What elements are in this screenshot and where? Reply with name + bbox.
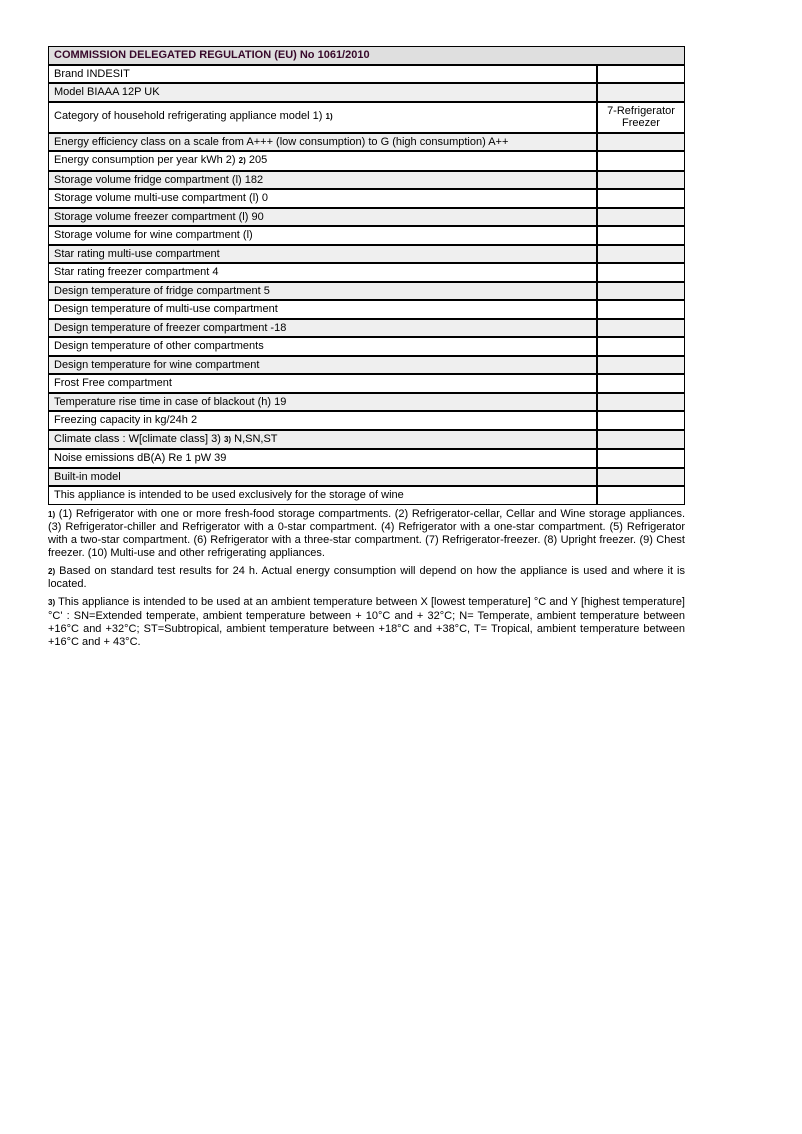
table-row [48, 282, 685, 301]
table-row [48, 300, 685, 319]
row-right-value [597, 356, 685, 375]
table-row [48, 356, 685, 375]
table-row [48, 449, 685, 468]
row-label: Design temperature for wine compartment [48, 356, 597, 375]
table-row [48, 393, 685, 412]
product-fiche-table [48, 46, 685, 505]
row-label: Built-in model [48, 468, 597, 487]
row-right-value: 7-Refrigerator Freezer [597, 102, 685, 133]
row-right-value [597, 151, 685, 171]
table-row [48, 430, 685, 450]
footnote: 1) (1) Refrigerator with one or more fresh-food storage compartments. (2) Refrigerator-cellar, Cellar and Wine storage appliances. (3) Refrigerator-chiller and Refrigerator with a 0-star compartment. (4) Refrigerator with a one-star compartment. (5) Refrigerator with a two-star compartment. (6) Refrigerator with a three-star compartment. (7) Refrigerator-freezer. (8) Upright freezer. (9) Chest freezer. (10) Multi-use and other refrigerating appliances. [48, 507, 685, 559]
row-label: Model BIAAA 12P UK [48, 83, 597, 102]
row-label: Noise emissions dB(A) Re 1 pW 39 [48, 449, 597, 468]
row-label: Energy consumption per year kWh 2) 2) 205 [48, 151, 597, 171]
row-right-value [597, 189, 685, 208]
footnote-reference: 3) [223, 434, 232, 444]
row-right-value [597, 300, 685, 319]
row-label: Storage volume freezer compartment (l) 90 [48, 208, 597, 227]
table-header-row [48, 46, 685, 65]
row-right-value [597, 374, 685, 393]
table-row [48, 486, 685, 505]
row-label: Freezing capacity in kg/24h 2 [48, 411, 597, 430]
row-label: This appliance is intended to be used exclusively for the storage of wine [48, 486, 597, 505]
row-right-value [597, 449, 685, 468]
row-label: Design temperature of fridge compartment 5 [48, 282, 597, 301]
row-right-value [597, 319, 685, 338]
row-right-value [597, 430, 685, 450]
footnote-marker: 3) [48, 598, 56, 608]
table-row [48, 319, 685, 338]
footnote: 2) Based on standard test results for 24 h. Actual energy consumption will depend on how the appliance is used and where it is located. [48, 564, 685, 591]
row-right-value [597, 393, 685, 412]
table-row [48, 208, 685, 227]
footnote-marker: 2) [48, 566, 56, 576]
row-label: Climate class : W[climate class] 3) 3) N,SN,ST [48, 430, 597, 450]
table-row [48, 337, 685, 356]
document-title: COMMISSION DELEGATED REGULATION (EU) No 1061/2010 [48, 46, 685, 65]
row-label: Energy efficiency class on a scale from A+++ (low consumption) to G (high consumption) A++ [48, 133, 597, 152]
row-label: Category of household refrigerating appliance model 1) 1) [48, 102, 597, 133]
row-label: Design temperature of other compartments [48, 337, 597, 356]
row-label: Star rating multi-use compartment [48, 245, 597, 264]
row-right-value [597, 133, 685, 152]
row-right-value [597, 468, 685, 487]
row-label: Temperature rise time in case of blackout (h) 19 [48, 393, 597, 412]
table-row [48, 468, 685, 487]
row-label: Frost Free compartment [48, 374, 597, 393]
table-row [48, 263, 685, 282]
table-row [48, 102, 685, 133]
footnote-marker: 1) [48, 509, 56, 519]
row-label: Storage volume multi-use compartment (l) 0 [48, 189, 597, 208]
table-row [48, 374, 685, 393]
row-right-value [597, 208, 685, 227]
product-fiche-document [48, 46, 685, 653]
footnote-reference: 1) [325, 112, 333, 122]
row-label: Design temperature of multi-use compartment [48, 300, 597, 319]
footnotes-section [48, 508, 685, 649]
footnote-reference: 2) [238, 156, 246, 165]
table-row [48, 65, 685, 84]
footnote: 3) This appliance is intended to be used at an ambient temperature between X [lowest temperature] °C and Y [highest temperature] °C' : SN=Extended temperate, ambient temperature between + 10°C and + 32°C; N= Temperate, ambient temperature between +16°C and +32°C; ST=Subtropical, ambient temperature between +18°C and +38°C, T= Tropical, ambient temperature between +16°C and + 43°C. [48, 596, 685, 648]
row-right-value [597, 83, 685, 102]
table-row [48, 245, 685, 264]
row-right-value [597, 171, 685, 190]
row-right-value [597, 282, 685, 301]
row-right-value [597, 337, 685, 356]
row-label: Star rating freezer compartment 4 [48, 263, 597, 282]
row-label: Storage volume fridge compartment (l) 182 [48, 171, 597, 190]
row-right-value [597, 245, 685, 264]
table-row [48, 151, 685, 171]
table-row [48, 171, 685, 190]
row-right-value [597, 486, 685, 505]
table-row [48, 226, 685, 245]
row-right-value [597, 226, 685, 245]
row-label: Storage volume for wine compartment (l) [48, 226, 597, 245]
table-row [48, 411, 685, 430]
row-right-value [597, 65, 685, 84]
row-label: Brand INDESIT [48, 65, 597, 84]
table-row [48, 189, 685, 208]
table-row [48, 83, 685, 102]
row-label: Design temperature of freezer compartment -18 [48, 319, 597, 338]
table-row [48, 133, 685, 152]
row-right-value [597, 263, 685, 282]
row-right-value [597, 411, 685, 430]
